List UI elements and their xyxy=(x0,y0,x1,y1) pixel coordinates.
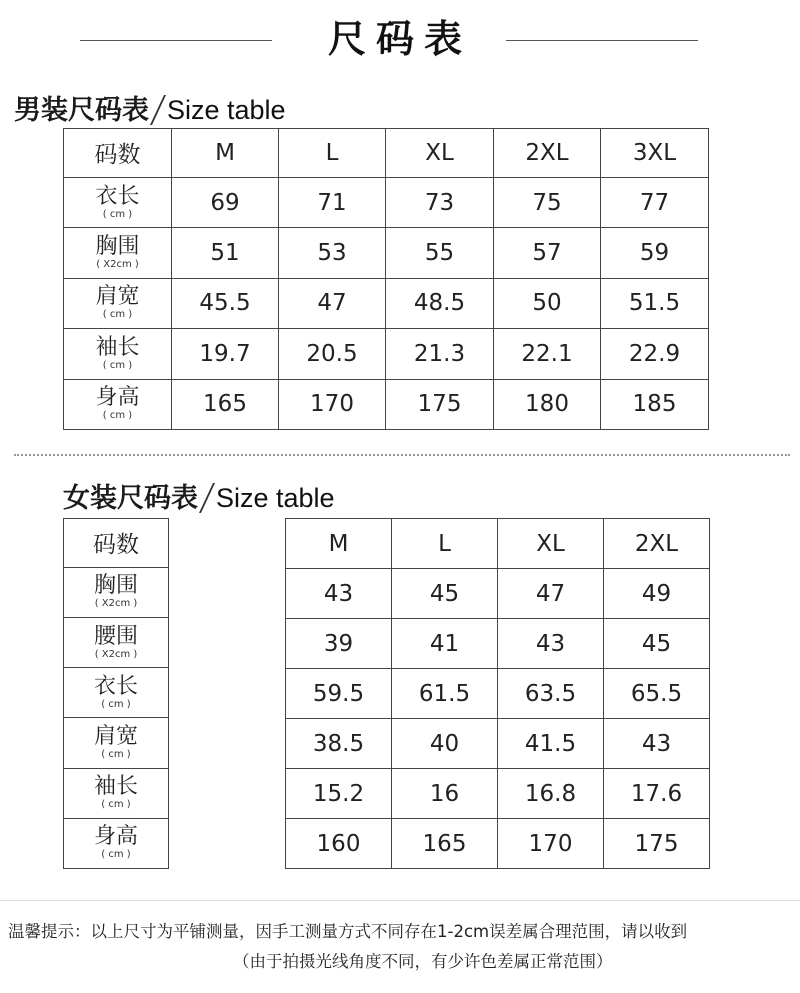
value-cell: 39 xyxy=(286,619,392,669)
row-label-cell xyxy=(64,818,169,868)
size-header-cell: XL xyxy=(386,129,494,178)
value-cell: 59 xyxy=(601,228,709,278)
row-label-cell xyxy=(64,567,169,617)
header-row xyxy=(286,519,710,569)
header-label-cell: 码数 xyxy=(64,519,169,568)
measure-unit: ( cm ) xyxy=(101,799,131,811)
value-cell: 47 xyxy=(279,278,386,328)
value-cell: 65.5 xyxy=(604,669,710,719)
men-title-en: Size table xyxy=(167,95,286,125)
size-header-cell: M xyxy=(286,519,392,569)
size-header-cell: XL xyxy=(498,519,604,569)
row-label-cell xyxy=(64,617,169,667)
value-cell: 170 xyxy=(498,819,604,869)
value-cell: 51 xyxy=(172,228,279,278)
measure-name: 肩宽 xyxy=(95,284,140,310)
measure-unit: ( X2cm ) xyxy=(96,259,139,271)
value-cell: 53 xyxy=(279,228,386,278)
table-row xyxy=(64,567,169,617)
value-cell: 73 xyxy=(386,177,494,227)
header-label-cell: 码数 xyxy=(64,129,172,178)
table-row xyxy=(286,619,710,669)
women-section-title xyxy=(63,476,335,515)
table-row xyxy=(64,379,709,429)
measure-unit: ( cm ) xyxy=(102,309,133,321)
row-label-cell xyxy=(64,329,172,379)
measure-name: 腰围 xyxy=(93,623,138,649)
measure-unit: ( cm ) xyxy=(101,698,131,710)
men-size-table xyxy=(63,128,709,430)
measure-unit: ( X2cm ) xyxy=(94,648,138,660)
value-cell: 20.5 xyxy=(279,329,386,379)
value-cell: 45 xyxy=(392,569,498,619)
table-row xyxy=(64,177,709,227)
value-cell: 57 xyxy=(494,228,601,278)
table-row xyxy=(64,278,709,328)
women-title-en: Size table xyxy=(216,483,335,513)
value-cell: 55 xyxy=(386,228,494,278)
value-cell: 180 xyxy=(494,379,601,429)
men-section-title xyxy=(14,88,286,127)
row-label-cell xyxy=(64,278,172,328)
value-cell: 45.5 xyxy=(172,278,279,328)
note-line-2: （由于拍摄光线角度不同，有少许色差属正常范围） xyxy=(233,952,613,971)
value-cell: 38.5 xyxy=(286,719,392,769)
size-header-cell: 3XL xyxy=(601,129,709,178)
table-row xyxy=(64,668,169,718)
value-cell: 77 xyxy=(601,177,709,227)
value-cell: 15.2 xyxy=(286,769,392,819)
header-row xyxy=(64,129,709,178)
page-title: 尺码表 xyxy=(327,16,472,61)
value-cell: 47 xyxy=(498,569,604,619)
value-cell: 165 xyxy=(392,819,498,869)
value-cell: 170 xyxy=(279,379,386,429)
table-row xyxy=(286,569,710,619)
value-cell: 19.7 xyxy=(172,329,279,379)
value-cell: 63.5 xyxy=(498,669,604,719)
note-line-1: 温馨提示：以上尺寸为平铺测量，因手工测量方式不同存在1-2cm误差属合理范围，请以收到 xyxy=(8,922,688,941)
row-label-cell xyxy=(64,228,172,278)
measure-name: 身高 xyxy=(93,824,138,850)
value-cell: 40 xyxy=(392,719,498,769)
title-slash xyxy=(199,483,215,513)
measure-unit: ( cm ) xyxy=(102,410,133,422)
title-rule-right xyxy=(506,40,698,41)
value-cell: 48.5 xyxy=(386,278,494,328)
men-title-cn: 男装尺码表 xyxy=(14,95,149,126)
row-label-cell xyxy=(64,768,169,818)
value-cell: 43 xyxy=(604,719,710,769)
size-header-cell: M xyxy=(172,129,279,178)
value-cell: 49 xyxy=(604,569,710,619)
measure-name: 身高 xyxy=(95,385,140,411)
table-row xyxy=(64,228,709,278)
measure-unit: ( cm ) xyxy=(101,849,131,861)
measure-name: 胸围 xyxy=(93,573,138,599)
table-row xyxy=(286,819,710,869)
table-row xyxy=(286,669,710,719)
size-header-cell: 2XL xyxy=(604,519,710,569)
footer-divider xyxy=(0,900,800,901)
table-row xyxy=(64,718,169,768)
value-cell: 75 xyxy=(494,177,601,227)
women-title-cn: 女装尺码表 xyxy=(63,483,198,514)
value-cell: 61.5 xyxy=(392,669,498,719)
value-cell: 43 xyxy=(498,619,604,669)
value-cell: 175 xyxy=(386,379,494,429)
value-cell: 16 xyxy=(392,769,498,819)
measure-name: 衣长 xyxy=(93,673,138,699)
value-cell: 51.5 xyxy=(601,278,709,328)
value-cell: 21.3 xyxy=(386,329,494,379)
measure-name: 胸围 xyxy=(95,234,140,260)
measure-unit: ( cm ) xyxy=(102,208,133,220)
measure-name: 肩宽 xyxy=(93,723,138,749)
measure-name: 袖长 xyxy=(93,774,138,800)
section-divider xyxy=(14,454,790,456)
value-cell: 41.5 xyxy=(498,719,604,769)
measure-name: 袖长 xyxy=(95,334,140,360)
measure-unit: ( cm ) xyxy=(102,359,133,371)
table-row xyxy=(64,329,709,379)
table-row xyxy=(64,818,169,868)
header-row xyxy=(64,519,169,568)
value-cell: 185 xyxy=(601,379,709,429)
value-cell: 41 xyxy=(392,619,498,669)
value-cell: 45 xyxy=(604,619,710,669)
value-cell: 50 xyxy=(494,278,601,328)
table-row xyxy=(64,617,169,667)
value-cell: 69 xyxy=(172,177,279,227)
table-row xyxy=(64,768,169,818)
value-cell: 71 xyxy=(279,177,386,227)
measure-unit: ( X2cm ) xyxy=(94,598,138,610)
row-label-cell xyxy=(64,718,169,768)
row-label-cell xyxy=(64,379,172,429)
table-row xyxy=(286,769,710,819)
title-slash xyxy=(150,95,166,125)
women-size-table xyxy=(285,518,710,869)
value-cell: 16.8 xyxy=(498,769,604,819)
value-cell: 22.1 xyxy=(494,329,601,379)
measure-name: 衣长 xyxy=(95,183,140,209)
value-cell: 22.9 xyxy=(601,329,709,379)
measure-unit: ( cm ) xyxy=(101,748,131,760)
size-header-cell: L xyxy=(392,519,498,569)
value-cell: 17.6 xyxy=(604,769,710,819)
size-header-cell: 2XL xyxy=(494,129,601,178)
row-label-cell xyxy=(64,177,172,227)
size-header-cell: L xyxy=(279,129,386,178)
value-cell: 165 xyxy=(172,379,279,429)
row-label-cell xyxy=(64,668,169,718)
value-cell: 175 xyxy=(604,819,710,869)
value-cell: 59.5 xyxy=(286,669,392,719)
table-row xyxy=(286,719,710,769)
women-label-column xyxy=(63,518,169,869)
value-cell: 43 xyxy=(286,569,392,619)
value-cell: 160 xyxy=(286,819,392,869)
